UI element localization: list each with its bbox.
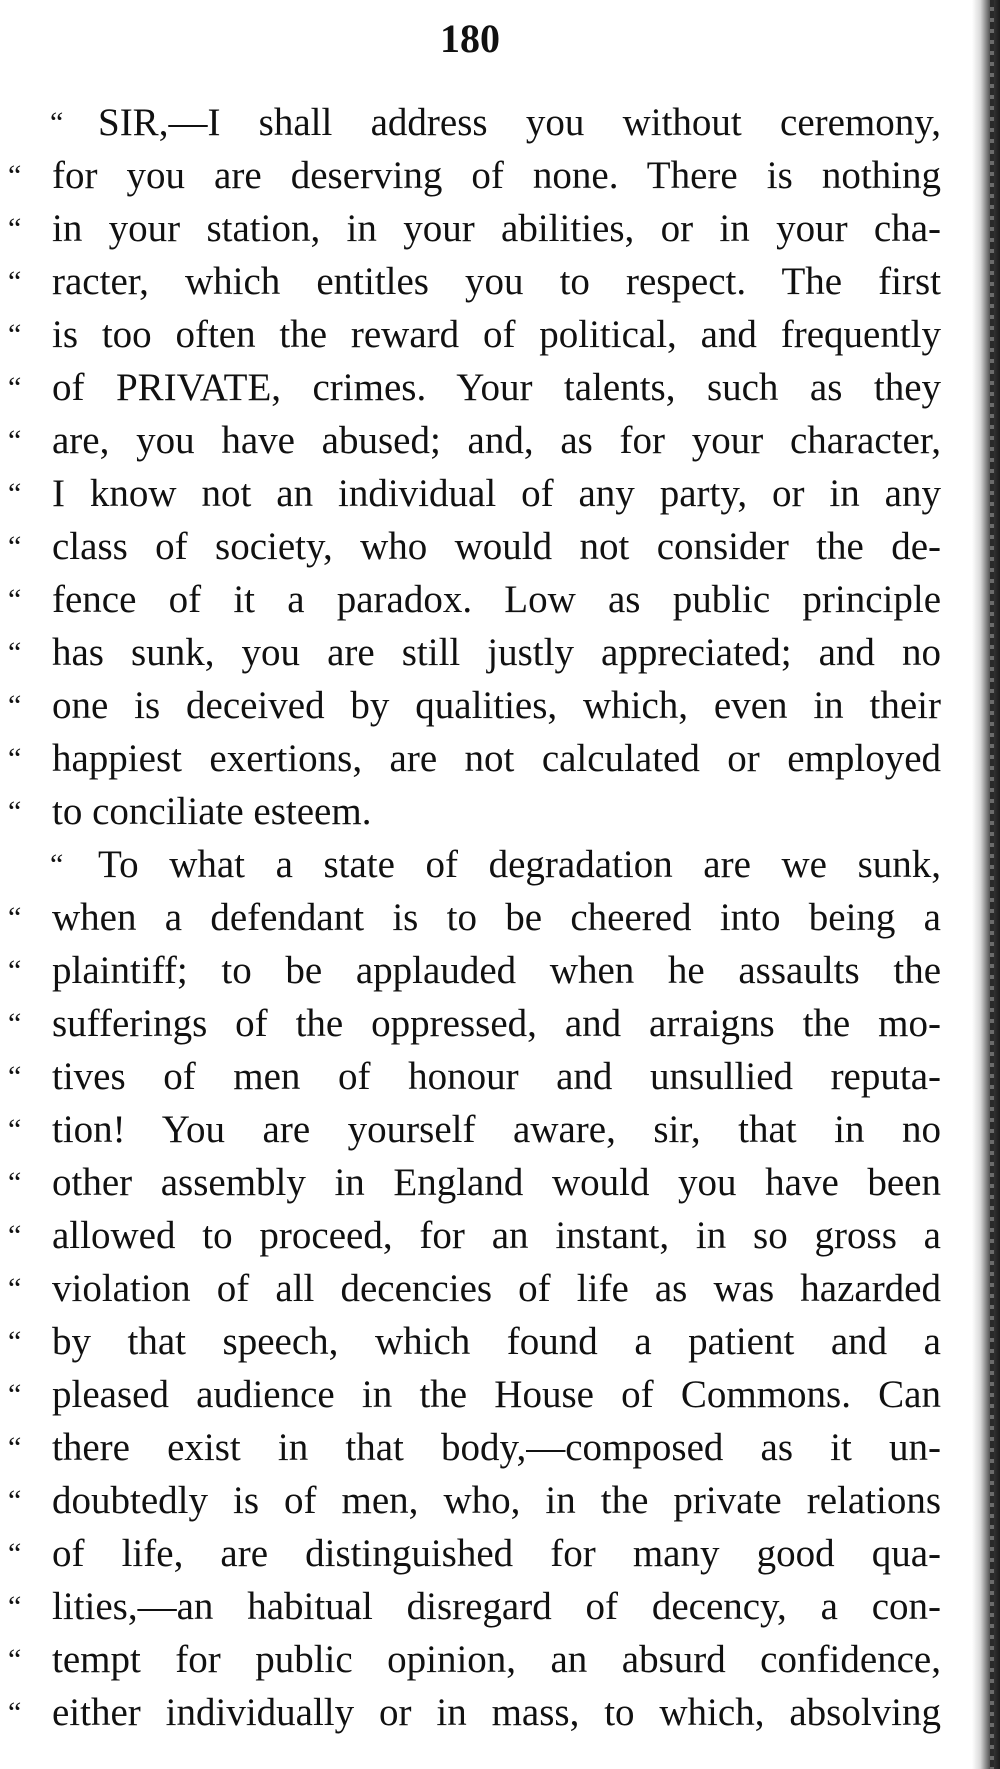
- quote-mark: “: [8, 1484, 22, 1517]
- line-text: by that speech, which found a patient and a: [52, 1320, 941, 1363]
- line-text: lities,—an habitual disregard of decency, a con-: [52, 1585, 941, 1628]
- quote-mark: “: [8, 1007, 22, 1040]
- quote-mark: “: [8, 1166, 22, 1199]
- quote-mark: “: [8, 583, 22, 616]
- line-text: has sunk, you are still justly appreciated; and no: [52, 631, 941, 674]
- quote-mark: “: [8, 424, 22, 457]
- quote-mark: “: [8, 212, 22, 245]
- line-text: doubtedly is of men, who, in the private relations: [52, 1479, 941, 1522]
- text-line: [8, 1262, 943, 1315]
- text-line: [8, 891, 943, 944]
- line-text: tion! You are yourself aware, sir, that in no: [52, 1108, 941, 1151]
- text-line: [8, 1315, 943, 1368]
- quote-mark: “: [8, 1272, 22, 1305]
- line-text: To what a state of degradation are we sunk,: [98, 843, 941, 886]
- quote-mark: “: [8, 1590, 22, 1623]
- quote-mark: “: [8, 636, 22, 669]
- text-line: [8, 1686, 943, 1739]
- quote-mark: “: [8, 159, 22, 192]
- text-line: [8, 1474, 943, 1527]
- text-line: [8, 573, 943, 626]
- line-text: allowed to proceed, for an instant, in so gross a: [52, 1214, 941, 1257]
- text-line: [8, 308, 943, 361]
- line-text: is too often the reward of political, and frequently: [52, 313, 941, 356]
- text-line: [8, 520, 943, 573]
- text-line: [8, 1421, 943, 1474]
- text-line: [8, 255, 943, 308]
- quote-mark: “: [8, 265, 22, 298]
- text-line: [8, 626, 943, 679]
- text-line: [8, 202, 943, 255]
- text-line: [8, 785, 943, 838]
- text-line: [8, 1368, 943, 1421]
- line-text: racter, which entitles you to respect. The first: [52, 260, 941, 303]
- line-text: of life, are distinguished for many good qua-: [52, 1532, 941, 1575]
- text-line: [8, 732, 943, 785]
- quote-mark: “: [50, 106, 64, 139]
- quote-mark: “: [8, 318, 22, 351]
- quote-mark: “: [8, 371, 22, 404]
- line-text: for you are deserving of none. There is nothing: [52, 154, 941, 197]
- line-text: fence of it a paradox. Low as public principle: [52, 578, 941, 621]
- line-text: SIR,—I shall address you without ceremony,: [98, 101, 941, 144]
- quote-mark: “: [8, 1325, 22, 1358]
- body-text: [8, 96, 943, 1739]
- quote-mark: “: [8, 1219, 22, 1252]
- page-number: 180: [440, 16, 500, 61]
- line-text: either individually or in mass, to which, absolving: [52, 1691, 941, 1734]
- page-edge-texture: [990, 0, 994, 1769]
- quote-mark: “: [8, 689, 22, 722]
- text-line: [8, 361, 943, 414]
- line-text: violation of all decencies of life as was hazarded: [52, 1267, 941, 1310]
- quote-mark: “: [8, 1537, 22, 1570]
- line-text: sufferings of the oppressed, and arraigns the mo-: [52, 1002, 941, 1045]
- line-text: tives of men of honour and unsullied reputa-: [52, 1055, 941, 1098]
- quote-mark: “: [8, 530, 22, 563]
- quote-mark: “: [8, 1378, 22, 1411]
- line-text: tempt for public opinion, an absurd confidence,: [52, 1638, 941, 1681]
- text-line: [8, 1050, 943, 1103]
- line-text: when a defendant is to be cheered into being a: [52, 896, 941, 939]
- line-text: of PRIVATE, crimes. Your talents, such as they: [52, 366, 941, 409]
- line-text: there exist in that body,—composed as it un-: [52, 1426, 941, 1469]
- line-text: are, you have abused; and, as for your character,: [52, 419, 941, 462]
- text-line: [8, 997, 943, 1050]
- quote-mark: “: [8, 1696, 22, 1729]
- text-line: [8, 1103, 943, 1156]
- text-line: [8, 1580, 943, 1633]
- quote-mark: “: [8, 1431, 22, 1464]
- quote-mark: “: [8, 901, 22, 934]
- quote-mark: “: [8, 477, 22, 510]
- page-edge-shadow: [972, 0, 1000, 1769]
- line-text: plaintiff; to be applauded when he assaults the: [52, 949, 941, 992]
- text-line: [8, 838, 943, 891]
- line-text: happiest exertions, are not calculated or employed: [52, 737, 941, 780]
- text-line: [8, 467, 943, 520]
- quote-mark: “: [8, 795, 22, 828]
- line-text: class of society, who would not consider the de-: [52, 525, 941, 568]
- text-line: [8, 679, 943, 732]
- line-text: other assembly in England would you have been: [52, 1161, 941, 1204]
- text-line: [8, 1209, 943, 1262]
- text-line: [8, 944, 943, 997]
- line-text: I know not an individual of any party, or in any: [52, 472, 941, 515]
- line-text: pleased audience in the House of Commons. Can: [52, 1373, 941, 1416]
- text-line: [8, 414, 943, 467]
- line-text: in your station, in your abilities, or in your cha-: [52, 207, 941, 250]
- quote-mark: “: [8, 1113, 22, 1146]
- text-line: [8, 1156, 943, 1209]
- text-line: [8, 96, 943, 149]
- quote-mark: “: [8, 742, 22, 775]
- text-line: [8, 1527, 943, 1580]
- quote-mark: “: [50, 848, 64, 881]
- quote-mark: “: [8, 954, 22, 987]
- text-line: [8, 149, 943, 202]
- quote-mark: “: [8, 1643, 22, 1676]
- line-text: to conciliate esteem.: [52, 790, 372, 833]
- line-text: one is deceived by qualities, which, even in their: [52, 684, 941, 727]
- quote-mark: “: [8, 1060, 22, 1093]
- text-line: [8, 1633, 943, 1686]
